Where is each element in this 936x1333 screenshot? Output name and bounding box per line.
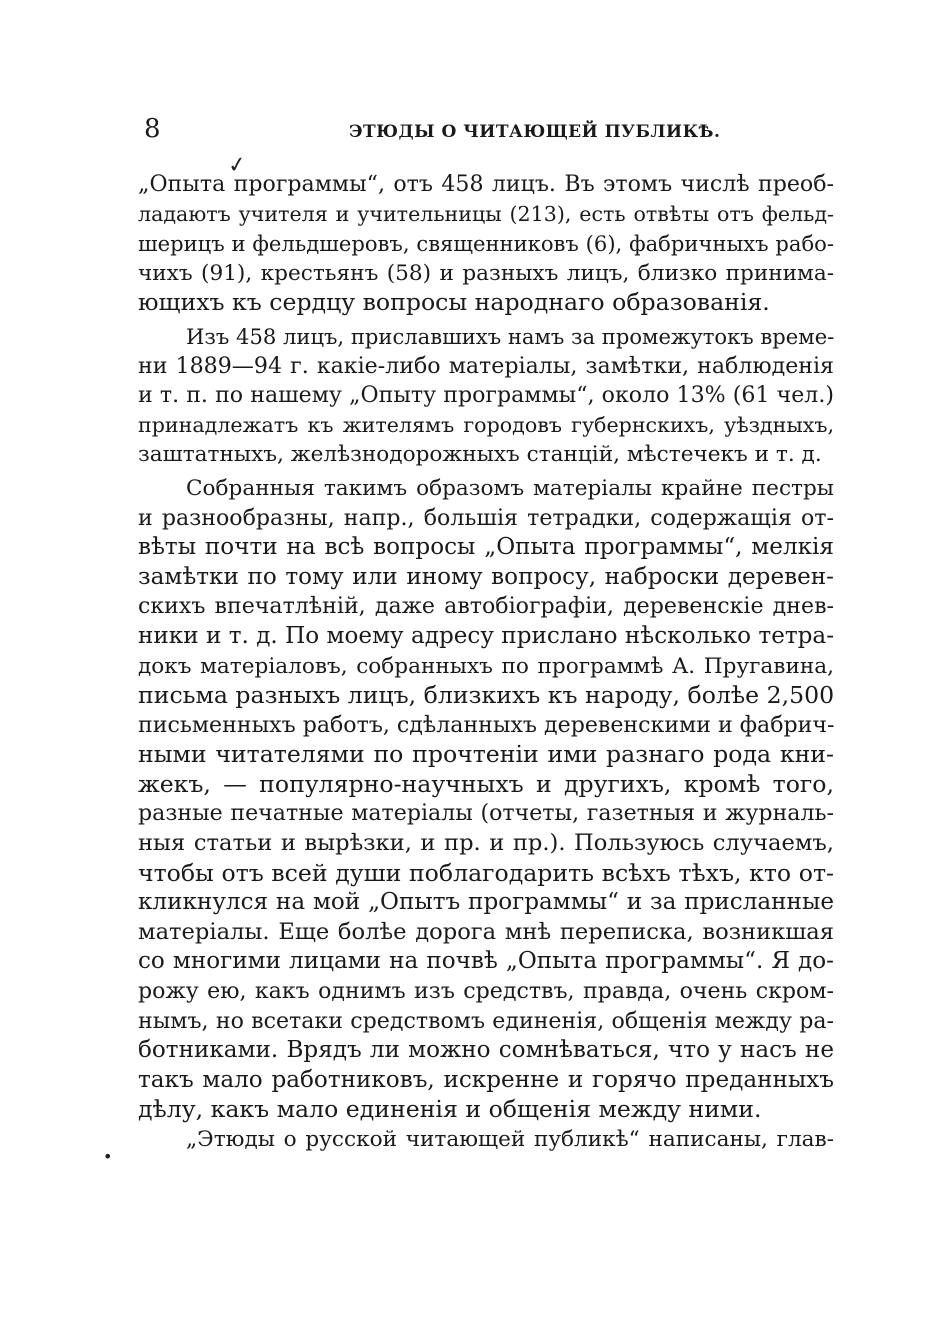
text-line: ладаютъ учителя и учительницы (213), есть отвѣты отъ фельд- xyxy=(138,201,834,226)
text-line: рожу ею, какъ однимъ изъ средствъ, правда, очень скром- xyxy=(138,978,834,1005)
text-line: принадлежатъ къ жителямъ городовъ губернскихъ, уѣздныхъ, xyxy=(138,412,834,437)
text-line: чтобы отъ всей души поблагодарить всѣхъ тѣхъ, кто от- xyxy=(138,858,834,887)
handwritten-check-mark-icon: ✓ xyxy=(226,151,249,180)
text-line: матеріалы. Еще болѣе дорога мнѣ переписка, возникшая xyxy=(138,918,834,945)
page-header xyxy=(144,112,834,152)
text-line: жекъ, — популярно-научныхъ и другихъ, кромѣ того, xyxy=(138,769,834,798)
text-line: со многими лицами на почвѣ „Опыта программы“. Я до- xyxy=(138,948,834,975)
paragraph xyxy=(138,322,834,470)
text-line: Собранныя такимъ образомъ матеріалы крайне пестры xyxy=(186,475,834,501)
text-line: и т. п. по нашему „Опыту программы“, около 13% (61 чел.) xyxy=(138,382,834,409)
text-line: чихъ (91), крестьянъ (58) и разныхъ лицъ, близко принима- xyxy=(138,260,834,286)
text-line: ни 1889—94 г. какіе-либо матеріалы, замѣтки, наблюденія xyxy=(138,352,834,379)
paragraph xyxy=(138,170,834,318)
text-line: замѣтки по тому или иному вопросу, наброски деревен- xyxy=(138,563,834,590)
text-line: ющихъ къ сердцу вопросы народнаго образованія. xyxy=(138,288,770,317)
text-line: ники и т. д. По моему адресу прислано нѣсколько тетра- xyxy=(138,622,834,649)
paragraph xyxy=(138,474,834,1125)
text-line: и разнообразны, напр., большія тетрадки, содержащія от- xyxy=(138,504,834,531)
text-line: вѣты почти на всѣ вопросы „Опыта программы“, мелкія xyxy=(138,534,834,561)
text-line: заштатныхъ, желѣзнодорожныхъ станцій, мѣстечекъ и т. д. xyxy=(138,442,822,468)
paragraph xyxy=(138,1125,834,1155)
text-line: Изъ 458 лицъ, приславшихъ намъ за промежутокъ време- xyxy=(186,323,835,349)
text-line: докъ матеріаловъ, собранныхъ по программѣ А. Пругавина, xyxy=(138,653,834,679)
text-line: „Этюды о русской читающей публикѣ“ написаны, глав- xyxy=(186,1127,834,1152)
text-line: разные печатные матеріалы (отчеты, газетныя и журналь- xyxy=(138,800,834,827)
text-line: шерицъ и фельдшеровъ, священниковъ (6), фабричныхъ рабо- xyxy=(138,231,834,257)
text-line: нымъ, но всетаки средствомъ единенія, общенія между ра- xyxy=(138,1007,834,1034)
text-line: „Опыта программы“, отъ 458 лицъ. Въ этомъ числѣ преоб- xyxy=(138,171,834,197)
text-line: такъ мало работниковъ, искренне и горячо преданныхъ xyxy=(138,1066,834,1093)
text-line: ными читателями по прочтеніи ими разнаго рода кни- xyxy=(138,740,834,769)
text-line: кликнулся на мой „Опытъ программы“ и за присланные xyxy=(138,889,834,916)
text-line: ныя статьи и вырѣзки, и пр. и пр.). Пользуюсь случаемъ, xyxy=(138,830,834,857)
margin-dot-icon: • xyxy=(103,1147,113,1166)
page-number: 8 xyxy=(144,114,161,144)
text-line: скихъ впечатлѣній, даже автобіографіи, деревенскіе днев- xyxy=(138,593,834,620)
text-line: письменныхъ работъ, сдѣланныхъ деревенскими и фабрич- xyxy=(138,711,835,738)
text-line: ботниками. Врядъ ли можно сомнѣваться, что у насъ не xyxy=(138,1037,834,1064)
running-title: ЭТЮДЫ О ЧИТАЮЩЕЙ ПУБЛИКѢ. xyxy=(349,122,721,142)
body-text xyxy=(138,170,834,1155)
text-line: письма разныхъ лицъ, близкихъ къ народу, болѣе 2,500 xyxy=(138,681,835,710)
text-line: дѣлу, какъ мало единенія и общенія между ними. xyxy=(138,1095,762,1124)
